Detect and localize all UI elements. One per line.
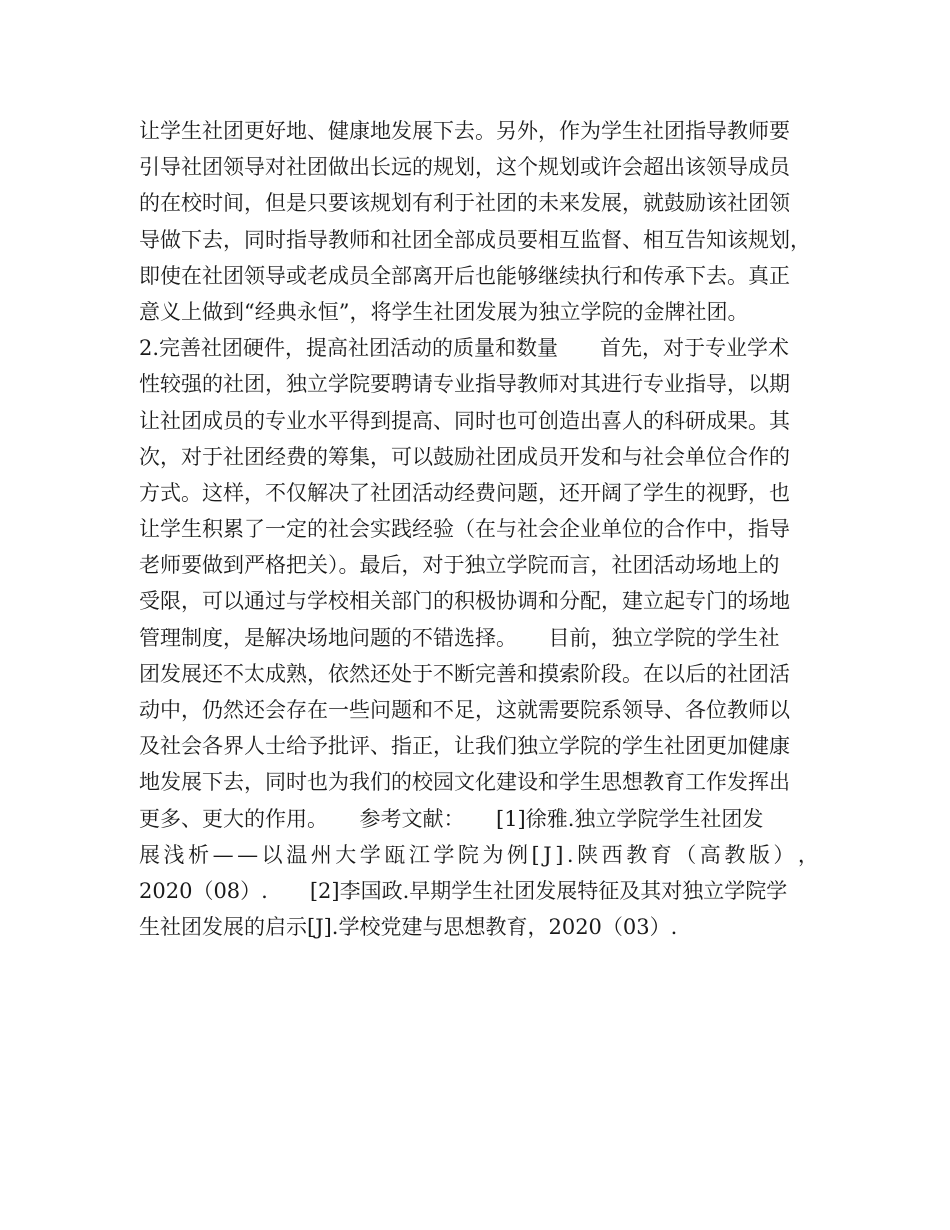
text-line: 即使在社团领导或老成员全部离开后也能够继续执行和传承下去。真正 [139,263,790,288]
text-char: 温 [286,842,308,867]
text-line: 管理制度，是解决场地问题的不错选择。 目前，独立学院的学生社 [139,625,780,650]
text-line: 更多、更大的作用。 参考文献： [1]徐雅.独立学院学生社团发 [139,806,764,831]
text-char: 瓯 [384,842,406,867]
text-line: 2020（08）. [2]李国政.早期学生社团发展特征及其对独立学院学 [139,878,788,903]
text-line: 动中，仍然还会存在一些问题和不足，这就需要院系领导、各位教师以 [139,698,790,722]
text-char: 高 [699,842,721,867]
text-char: 江 [408,842,430,867]
text-char: ） [773,842,795,867]
text-line: 意义上做到“经典永恒”，将学生社团发展为独立学院的金牌社团。 [139,299,749,324]
text-char: 陕 [577,842,599,867]
text-char: . [566,842,574,867]
text-char: 院 [457,842,479,867]
text-line: 方式。这样，不仅解决了社团活动经费问题，还开阔了学生的视野，也 [139,480,790,505]
text-line: 2.完善社团硬件，提高社团活动的质量和数量 首先，对于专业学术 [139,336,790,361]
text-char: ] [555,842,564,867]
text-line: 生社团发展的启示[J].学校党建与思想教育，2020（03）. [139,915,678,940]
text-line: 受限，可以通过与学校相关部门的积极协调和分配，建立起专门的场地 [139,589,790,614]
text-char: 例 [506,842,528,867]
text-line: 及社会各界人士给予批评、指正，让我们独立学院的学生社团更加健康 [139,734,790,759]
text-line: 次，对于社团经费的筹集，可以鼓励社团成员开发和与社会单位合作的 [139,444,790,469]
body-text [139,113,819,945]
text-char: J [543,842,552,867]
text-char: 教 [626,842,648,867]
text-char: 州 [310,842,332,867]
text-line: 引导社团领导对社团做出长远的规划，这个规划或许会超出该领导成员 [139,155,790,180]
text-char: 西 [601,842,623,867]
text-line: 让学生社团更好地、健康地发展下去。另外，作为学生社团指导教师要 [139,119,790,143]
text-line: 的在校时间，但是只要该规划有利于社团的未来发展，就鼓励该社团领 [139,191,790,216]
text-char: — [237,842,259,867]
text-char: 教 [724,842,746,867]
text-line: 让学生积累了一定的社会实践经验（在与社会企业单位的合作中，指导 [139,517,790,542]
text-char: 析 [188,842,210,867]
text-line: 团发展还不太成熟，依然还处于不断完善和摸索阶段。在以后的社团活 [139,661,790,686]
text-char: 版 [748,842,770,867]
text-char: （ [675,842,697,867]
text-line: 老师要做到严格把关）。最后，对于独立学院而言，社团活动场地上的 [139,553,780,578]
text-char: ， [797,842,819,867]
text-char: — [212,842,234,867]
text-line: 让社团成员的专业水平得到提高、同时也可创造出喜人的科研成果。其 [139,408,790,433]
text-char: 以 [261,842,283,867]
text-char: 育 [650,842,672,867]
text-char: [ [531,842,540,867]
text-line-justified [139,837,819,873]
text-char: 浅 [163,842,185,867]
text-char: 大 [335,842,357,867]
text-line: 导做下去，同时指导教师和社团全部成员要相互监督、相互告知该规划， [139,227,811,252]
text-line: 性较强的社团，独立学院要聘请专业指导教师对其进行专业指导，以期 [139,372,790,397]
text-char: 展 [139,842,160,867]
text-char: 为 [482,842,504,867]
text-char: 学 [433,842,455,867]
text-char: 学 [359,842,381,867]
text-line: 地发展下去，同时也为我们的校园文化建设和学生思想教育工作发挥出 [139,770,790,795]
